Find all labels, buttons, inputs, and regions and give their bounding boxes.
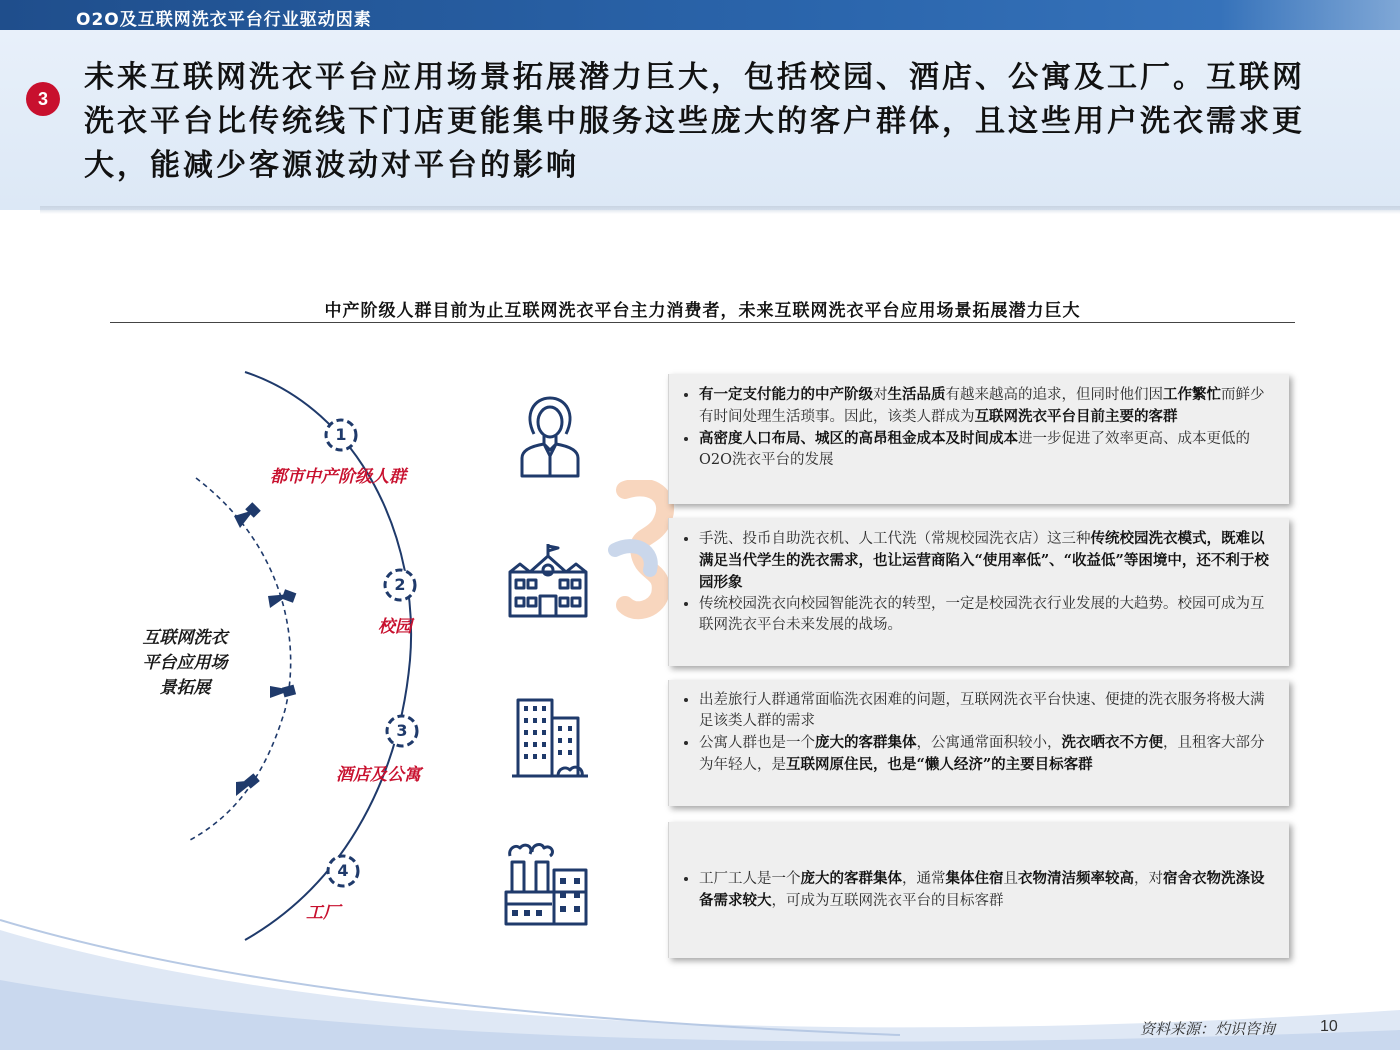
top-bar-accent: [1220, 0, 1400, 30]
bullet-text: 且: [1003, 871, 1018, 887]
subtitle-underline: [110, 322, 1295, 323]
bullet-bold-text: 生活品质: [887, 386, 946, 403]
card-1-bullet: [699, 384, 1275, 428]
bullet-bold-text: 庞大的客群集体: [800, 870, 902, 887]
card-4-bullets: [669, 822, 1289, 912]
card-2-bullets: [669, 518, 1289, 636]
bullet-text: ，公寓通常面积较小，: [916, 735, 1062, 751]
bullet-text: 而鲜少有时间处理生活琐事。因此，该类人群成为: [699, 387, 1265, 425]
card-2-bullet: [699, 528, 1275, 594]
segment-label-factory: 工厂: [306, 903, 340, 923]
source-note: 资料来源：灼识咨询: [1140, 1020, 1276, 1038]
bullet-bold-text: 有一定支付能力的中产阶级: [699, 386, 873, 403]
card-3-bullets: [669, 680, 1289, 776]
bullet-text: 出差旅行人群通常面临洗衣困难的问题，互联网洗衣平台快速、便捷的洗衣服务将极大满足该类人群的需求: [699, 692, 1265, 729]
bullet-text: 对: [873, 387, 888, 403]
bullet-bold-text: 庞大的客群集体: [815, 734, 917, 751]
card-1-bullets: [669, 374, 1289, 471]
bullet-text: 进一步促进了效率更高、成本更低的O2O洗衣平台的发展: [699, 431, 1250, 468]
headline-band-shadow: [40, 206, 1400, 214]
card-3-bullet: [699, 732, 1275, 776]
center-label-line-3: 景拓展: [159, 678, 211, 698]
bullet-bold-text: 宿舍衣物洗涤设备需求较大: [699, 870, 1265, 909]
step-1-number: 1: [335, 425, 347, 444]
section-number-badge: 3: [26, 82, 60, 116]
segment-label-campus: 校园: [378, 617, 412, 637]
center-label-line-1: 互联网洗衣: [142, 628, 228, 648]
bullet-bold-text: 互联网洗衣平台目前主要的客群: [974, 408, 1178, 425]
bullet-bold-text: 工作繁忙: [1163, 386, 1221, 403]
slide-section-title: O2O及互联网洗衣平台行业驱动因素: [76, 10, 372, 30]
segment-label-hotel-apartment: 酒店及公寓: [336, 765, 421, 785]
bullet-text: ，且租客大部分为年轻人，是: [699, 735, 1265, 773]
bullet-text: ，对: [1134, 871, 1163, 887]
diagram-center-label: [110, 626, 260, 701]
page-number: 10: [1320, 1018, 1338, 1035]
card-campus: [668, 518, 1289, 666]
bullet-text: 有越来越高的追求，但同时他们因: [945, 387, 1163, 403]
chart-subtitle: 中产阶级人群目前为止互联网洗衣平台主力消费者，未来互联网洗衣平台应用场景拓展潜力巨大: [324, 301, 1081, 321]
businesswoman-icon: [514, 394, 586, 478]
bullet-text: ，通常: [902, 871, 946, 887]
bullet-text: 传统校园洗衣向校园智能洗衣的转型，一定是校园洗衣行业发展的大趋势。校园可成为互联网洗衣平台未来发展的战场。: [699, 596, 1265, 633]
step-3-number: 3: [396, 721, 408, 740]
bullet-text: 公寓人群也是一个: [699, 735, 815, 751]
card-2-bullet: [699, 594, 1275, 636]
office-towers-icon: [508, 696, 592, 780]
bullet-text: 手洗、投币自助洗衣机、人工代洗（常规校园洗衣店）这三种: [699, 531, 1091, 547]
step-4-number: 4: [337, 861, 349, 880]
bullet-bold-text: 高密度人口布局、城区的高昂租金成本及时间成本: [699, 430, 1018, 447]
bullet-bold-text: 互联网原住民，也是“懒人经济”的主要目标客群: [786, 756, 1093, 773]
slide-headline: 未来互联网洗衣平台应用场景拓展潜力巨大，包括校园、酒店、公寓及工厂。互联网洗衣平台比传统线下门店更能集中服务这些庞大的客户群体，且这些用户洗衣需求更大，能减少客源波动对平台的影响: [84, 60, 1305, 183]
bullet-bold-text: 洗衣晒衣不方便: [1061, 734, 1163, 751]
bullet-bold-text: 集体住宿: [945, 870, 1004, 887]
bullet-bold-text: 传统校园洗衣模式，既难以满足当代学生的洗衣需求，也让运营商陷入“使用率低”、“收益低”等困境中，还不利于校园形象: [699, 530, 1269, 591]
top-title-bar: [0, 0, 1400, 30]
bullet-text: ，可成为互联网洗衣平台的目标客群: [771, 893, 1004, 909]
bullet-text: 工厂工人是一个: [699, 871, 801, 887]
card-1-bullet: [699, 428, 1275, 471]
card-hotel-apartment: [668, 680, 1289, 806]
center-label-line-2: 平台应用场: [142, 653, 228, 673]
card-3-bullet: [699, 690, 1275, 732]
segment-label-urban-middle-class: 都市中产阶级人群: [270, 467, 406, 487]
bullet-bold-text: 衣物清洁频率较高: [1018, 870, 1134, 887]
card-middle-class: [668, 374, 1289, 504]
school-building-icon: [506, 542, 590, 620]
step-2-number: 2: [394, 575, 406, 594]
